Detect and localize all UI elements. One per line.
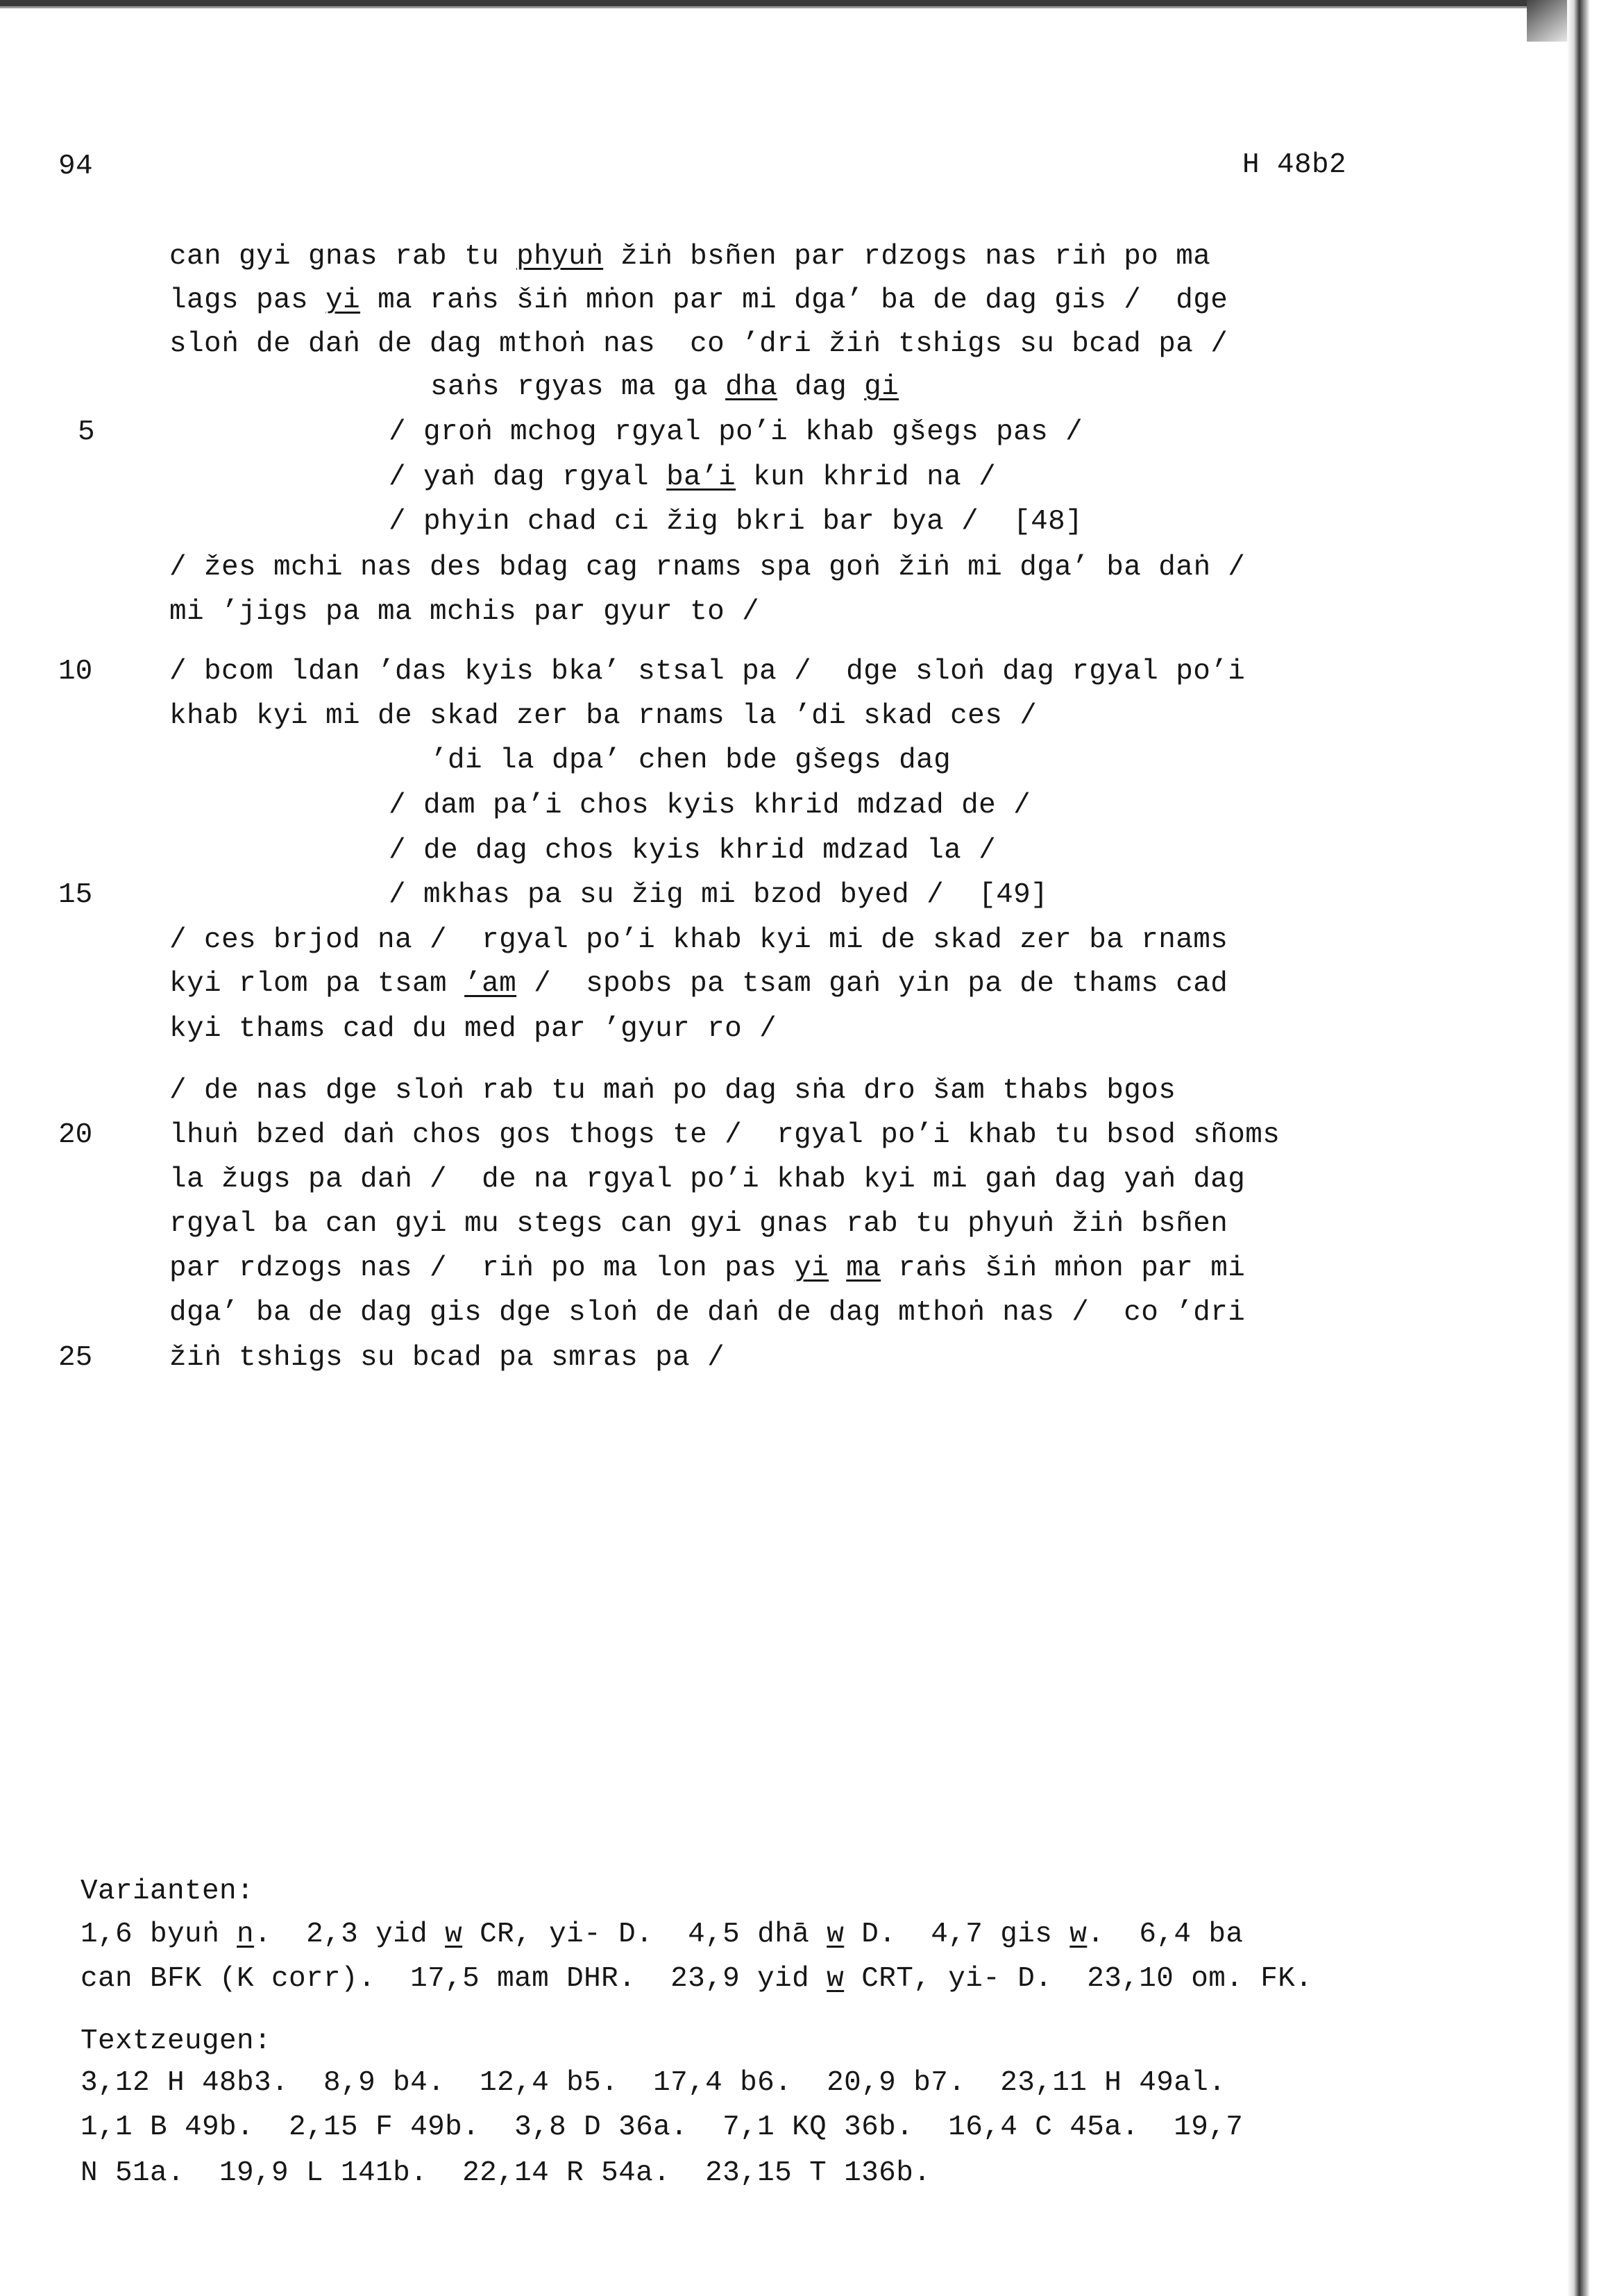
- text-line: [169, 1015, 777, 1044]
- text-segment: / žes mchi nas des bdag cag rnams spa goṅ žiṅ mi dga’ ba daṅ /: [169, 552, 1246, 584]
- page-number: 94: [58, 151, 94, 182]
- apparatus-line: [81, 1965, 1312, 1993]
- text-segment: / dam pa’i chos kyis khrid mdzad de /: [389, 790, 1031, 822]
- text-line: [389, 418, 1083, 447]
- text-segment: can BFK (K corr). 17,5 mam DHR. 23,9 yid: [81, 1963, 827, 1995]
- text-line: [169, 926, 1228, 955]
- text-segment: žiṅ bsñen par rdzogs nas riṅ po ma: [603, 241, 1211, 273]
- text-segment: CR, yi- D. 4,5 dhā: [462, 1919, 827, 1950]
- text-line: [430, 373, 899, 402]
- apparatus-heading: Varianten:: [81, 1876, 255, 1907]
- text-line: [169, 1252, 1246, 1284]
- underlined-word: w: [827, 1919, 845, 1950]
- text-segment: žiṅ tshigs su bcad pa smras pa /: [169, 1342, 725, 1374]
- text-segment: / ces brjod na / rgyal po’i khab kyi mi de skad zer ba rnams: [169, 924, 1228, 956]
- text-segment: dga’ ba de dag gis dge sloṅ de daṅ de dag mthoṅ nas / co ’dri: [169, 1297, 1246, 1329]
- text-line: [389, 881, 1048, 910]
- text-line: [169, 330, 1228, 359]
- text-line: [169, 284, 1228, 316]
- text-segment: / de dag chos kyis khrid mdzad la /: [389, 835, 997, 867]
- text-segment: / yaṅ dag rgyal: [389, 461, 667, 493]
- text-segment: ’di la dpa’ chen bde gšegs dag: [430, 745, 951, 776]
- scan-top-border: [0, 0, 1534, 6]
- text-segment: / spobs pa tsam gaṅ yin pa de thams cad: [516, 968, 1228, 1000]
- text-segment: mi ’jigs pa ma mchis par gyur to /: [169, 596, 760, 628]
- apparatus-line: [81, 2159, 931, 2188]
- folio-reference: H 48b2: [1242, 149, 1347, 181]
- line-number: 15: [58, 879, 93, 911]
- text-segment: kun khrid na /: [736, 461, 997, 493]
- text-line: [389, 837, 996, 865]
- text-segment: can gyi gnas rab tu: [169, 241, 517, 273]
- text-segment: . 6,4 ba: [1087, 1919, 1244, 1950]
- text-segment: lhuṅ bzed daṅ chos gos thogs te / rgyal po’i khab tu bsod sñoms: [169, 1119, 1280, 1151]
- scan-binding-edge: [1567, 0, 1589, 2296]
- text-segment: / mkhas pa su žig mi bzod byed / [49]: [389, 879, 1049, 911]
- text-segment: / bcom ldan ’das kyis bka’ stsal pa / dge sloṅ dag rgyal po’i: [169, 656, 1246, 688]
- underlined-word: gi: [864, 371, 899, 403]
- underlined-word: n: [237, 1919, 255, 1950]
- text-line: [389, 461, 997, 493]
- underlined-word: yi: [325, 284, 361, 316]
- text-segment: 1,6 byuṅ: [81, 1919, 237, 1950]
- text-segment: par rdzogs nas / riṅ po ma lon pas: [169, 1252, 795, 1284]
- text-line: [169, 598, 759, 627]
- line-number: 20: [58, 1119, 93, 1151]
- scan-top-border-shadow: [0, 6, 1527, 8]
- text-segment: sloṅ de daṅ de dag mthoṅ nas co ’dri žiṅ tshigs su bcad pa /: [169, 328, 1228, 360]
- text-segment: CRT, yi- D. 23,10 om. FK.: [844, 1963, 1313, 1995]
- text-segment: D. 4,7 gis: [844, 1919, 1070, 1950]
- text-segment: dag: [777, 371, 865, 403]
- text-line: [169, 1166, 1245, 1194]
- underlined-word: w: [445, 1919, 463, 1950]
- text-line: [169, 1210, 1228, 1239]
- text-segment: raṅs šiṅ mṅon par mi: [881, 1252, 1246, 1284]
- underlined-word: ba’i: [666, 461, 736, 493]
- underlined-word: ma: [846, 1252, 881, 1284]
- text-line: [389, 508, 1083, 536]
- text-segment: saṅs rgyas ma ga: [430, 371, 726, 403]
- text-segment: N 51a. 19,9 L 141b. 22,14 R 54a. 23,15 T 136b.: [81, 2157, 931, 2189]
- text-line: [169, 243, 1210, 271]
- line-number: 10: [58, 656, 93, 688]
- text-line: [169, 1344, 725, 1372]
- text-segment: ma raṅs šiṅ mṅon par mi dga’ ba de dag gis / dge: [360, 284, 1228, 316]
- apparatus-line: [81, 1921, 1243, 1949]
- text-line: [169, 1121, 1280, 1150]
- text-segment: la žugs pa daṅ / de na rgyal po’i khab kyi mi gaṅ dag yaṅ dag: [169, 1164, 1246, 1196]
- text-segment: lags pas: [169, 284, 326, 316]
- text-segment: . 2,3 yid: [254, 1919, 446, 1950]
- text-segment: khab kyi mi de skad zer ba rnams la ’di skad ces /: [169, 700, 1038, 732]
- apparatus-line: [81, 2069, 1226, 2098]
- text-line: [169, 658, 1245, 686]
- text-line: [169, 702, 1037, 731]
- text-segment: / phyin chad ci žig bkri bar bya / [48]: [389, 506, 1083, 538]
- underlined-word: w: [827, 1963, 845, 1995]
- text-line: [169, 1299, 1245, 1327]
- underlined-word: yi: [794, 1252, 829, 1284]
- text-line: [169, 970, 1228, 998]
- text-segment: [829, 1252, 846, 1284]
- text-line: [169, 554, 1245, 582]
- text-segment: / groṅ mchog rgyal po’i khab gšegs pas /: [389, 416, 1083, 448]
- apparatus-line: [81, 2111, 1244, 2143]
- apparatus-heading: Textzeugen:: [81, 2025, 272, 2057]
- text-line: [430, 747, 951, 775]
- text-segment: / de nas dge sloṅ rab tu maṅ po dag sṅa dro šam thabs bgos: [169, 1075, 1176, 1107]
- text-segment: kyi thams cad du med par ’gyur ro /: [169, 1013, 777, 1045]
- text-segment: rgyal ba can gyi mu stegs can gyi gnas rab tu phyuṅ žiṅ bsñen: [169, 1208, 1228, 1240]
- text-segment: 1,1 B 49b. 2,15 F 49b. 3,8 D 36a. 7,1 KQ 36b. 16,4 C 45a. 19,7: [81, 2111, 1244, 2143]
- text-line: [389, 792, 1031, 820]
- underlined-word: w: [1069, 1919, 1088, 1950]
- text-segment: kyi rlom pa tsam: [169, 968, 465, 1000]
- underlined-word: ’am: [464, 968, 517, 1000]
- underlined-word: phyuṅ: [516, 241, 604, 273]
- underlined-word: dha: [725, 371, 778, 403]
- text-line: [169, 1077, 1176, 1105]
- text-segment: 3,12 H 48b3. 8,9 b4. 12,4 b5. 17,4 b6. 20,9 b7. 23,11 H 49al.: [81, 2067, 1226, 2099]
- line-number: 25: [58, 1342, 93, 1374]
- line-number: 5: [78, 416, 95, 448]
